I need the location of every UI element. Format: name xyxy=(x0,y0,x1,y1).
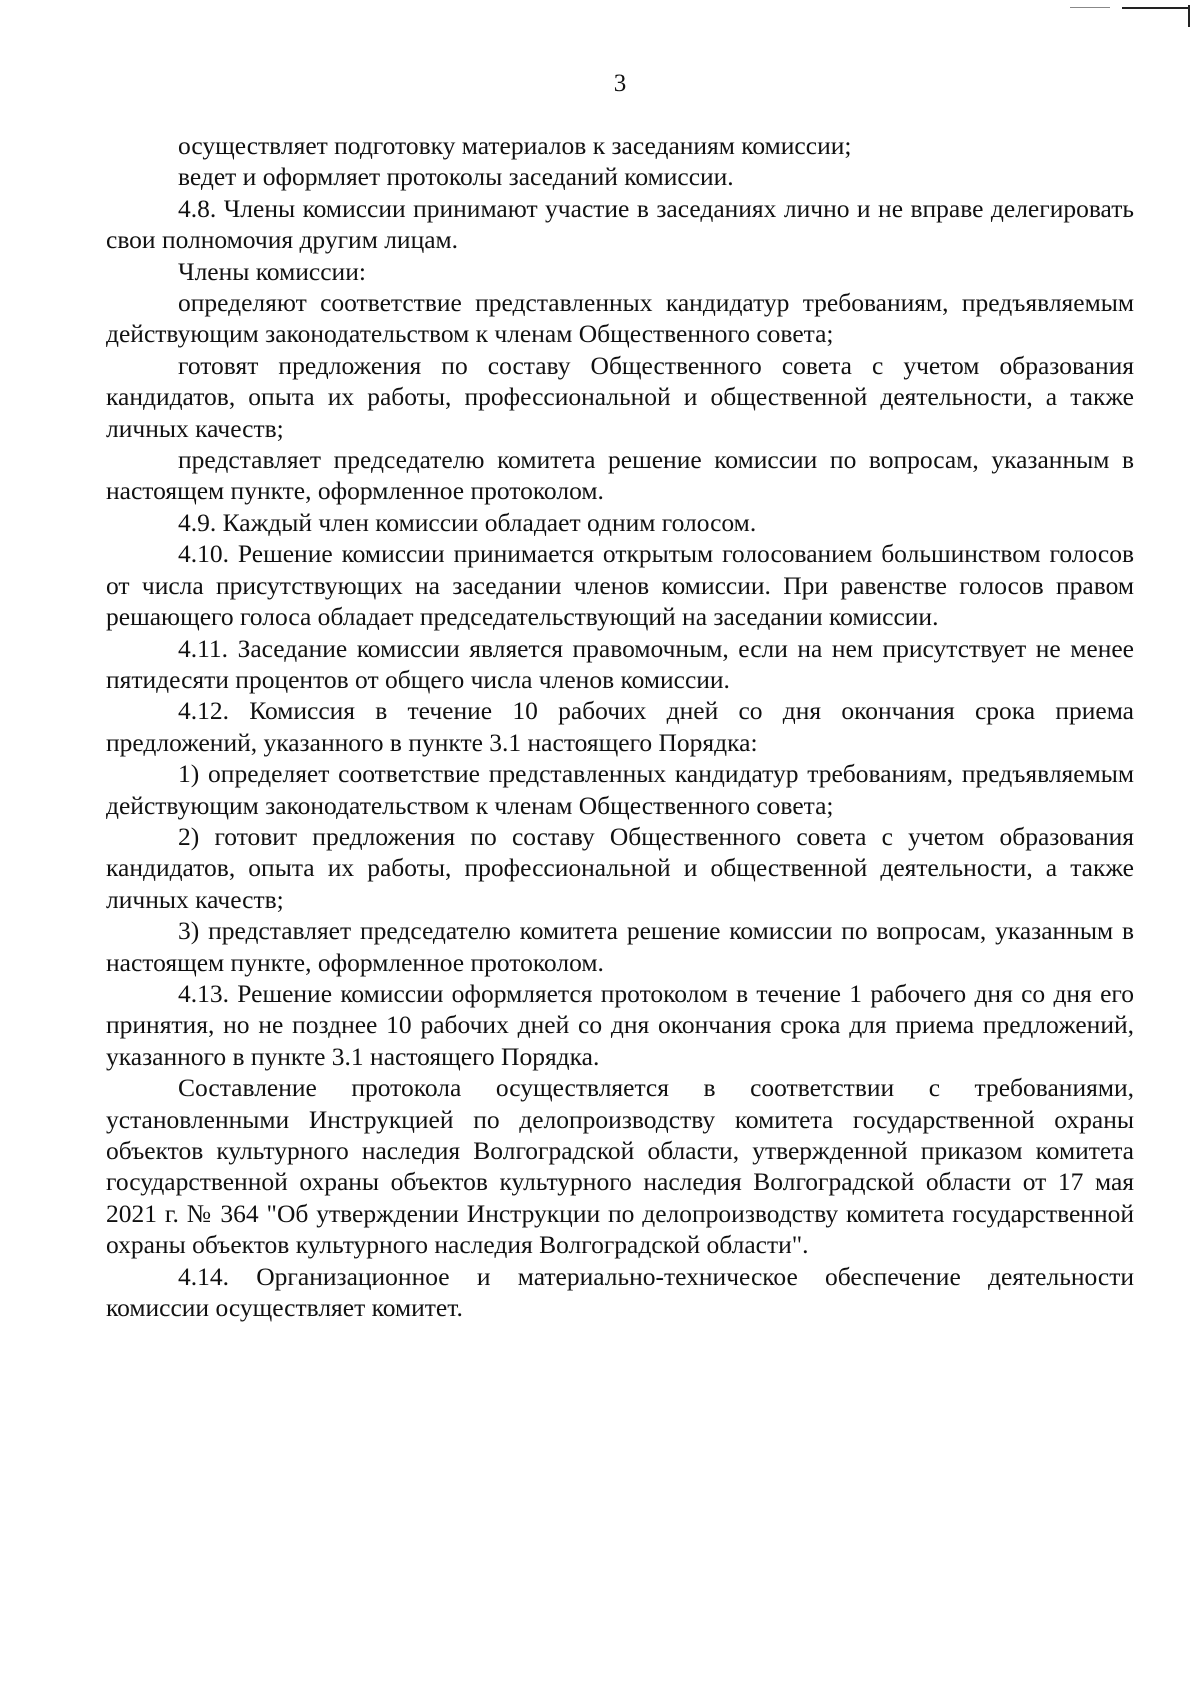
paragraph: Члены комиссии: xyxy=(178,256,366,286)
paragraph: Составление протокола осуществляется в соответствии с требованиями, установленными Инструкцией по делопроизводству комитета государственной охраны объектов культурного наследия Волгоградской области, утвержденной приказом комитета государственной охраны объектов культурного наследия Волгоградской области от 17 мая 2021 г. № 364 "Об утверждении Инструкции по делопроизводству комитета государственной охраны объектов культурного наследия Волгоградской области". xyxy=(106,1073,1134,1260)
paragraph: 4.12. Комиссия в течение 10 рабочих дней со дня окончания срока приема предложений, указанного в пункте 3.1 настоящего Порядка: xyxy=(106,696,1134,757)
scan-edge-mark xyxy=(1122,7,1188,9)
scan-edge-mark xyxy=(1188,5,1190,27)
paragraph: 4.8. Члены комиссии принимают участие в заседаниях лично и не вправе делегировать свои полномочия другим лицам. xyxy=(106,193,1134,255)
paragraph: 4.10. Решение комиссии принимается открытым голосованием большинством голосов от числа присутствующих на заседании членов комиссии. При равенстве голосов правом решающего голоса обладает председательствующий на заседании комиссии. xyxy=(106,539,1134,632)
paragraph: осуществляет подготовку материалов к заседаниям комиссии; xyxy=(178,131,852,160)
paragraph: 4.9. Каждый член комиссии обладает одним голосом. xyxy=(178,507,757,537)
paragraph: ведет и оформляет протоколы заседаний комиссии. xyxy=(178,162,734,192)
page-number: 3 xyxy=(613,70,627,97)
document-body xyxy=(106,130,1134,1323)
paragraph: 4.11. Заседание комиссии является правомочным, если на нем присутствует не менее пятидесяти процентов от общего числа членов комиссии. xyxy=(106,633,1134,694)
paragraph: 4.14. Организационное и материально-техническое обеспечение деятельности комиссии осуществляет комитет. xyxy=(106,1261,1134,1323)
paragraph: готовят предложения по составу Общественного совета с учетом образования кандидатов, опыта их работы, профессиональной и общественной деятельности, а также личных качеств; xyxy=(106,350,1134,443)
paragraph: 2) готовит предложения по составу Общественного совета с учетом образования кандидатов, опыта их работы, профессиональной и общественной деятельности, а также личных качеств; xyxy=(106,821,1134,914)
scan-edge-mark xyxy=(1070,7,1110,8)
paragraph: 3) представляет председателю комитета решение комиссии по вопросам, указанным в настоящем пункте, оформленное протоколом. xyxy=(106,916,1134,977)
paragraph: определяют соответствие представленных кандидатур требованиям, предъявляемым действующим законодательством к членам Общественного совета; xyxy=(106,288,1134,349)
paragraph: 4.13. Решение комиссии оформляется протоколом в течение 1 рабочего дня со дня его принятия, но не позднее 10 рабочих дней со дня окончания срока для приема предложений, указанного в пункте 3.1 настоящего Порядка. xyxy=(106,978,1134,1071)
paragraph: 1) определяет соответствие представленных кандидатур требованиям, предъявляемым действующим законодательством к членам Общественного совета; xyxy=(106,759,1134,820)
paragraph: представляет председателю комитета решение комиссии по вопросам, указанным в настоящем пункте, оформленное протоколом. xyxy=(106,445,1134,506)
